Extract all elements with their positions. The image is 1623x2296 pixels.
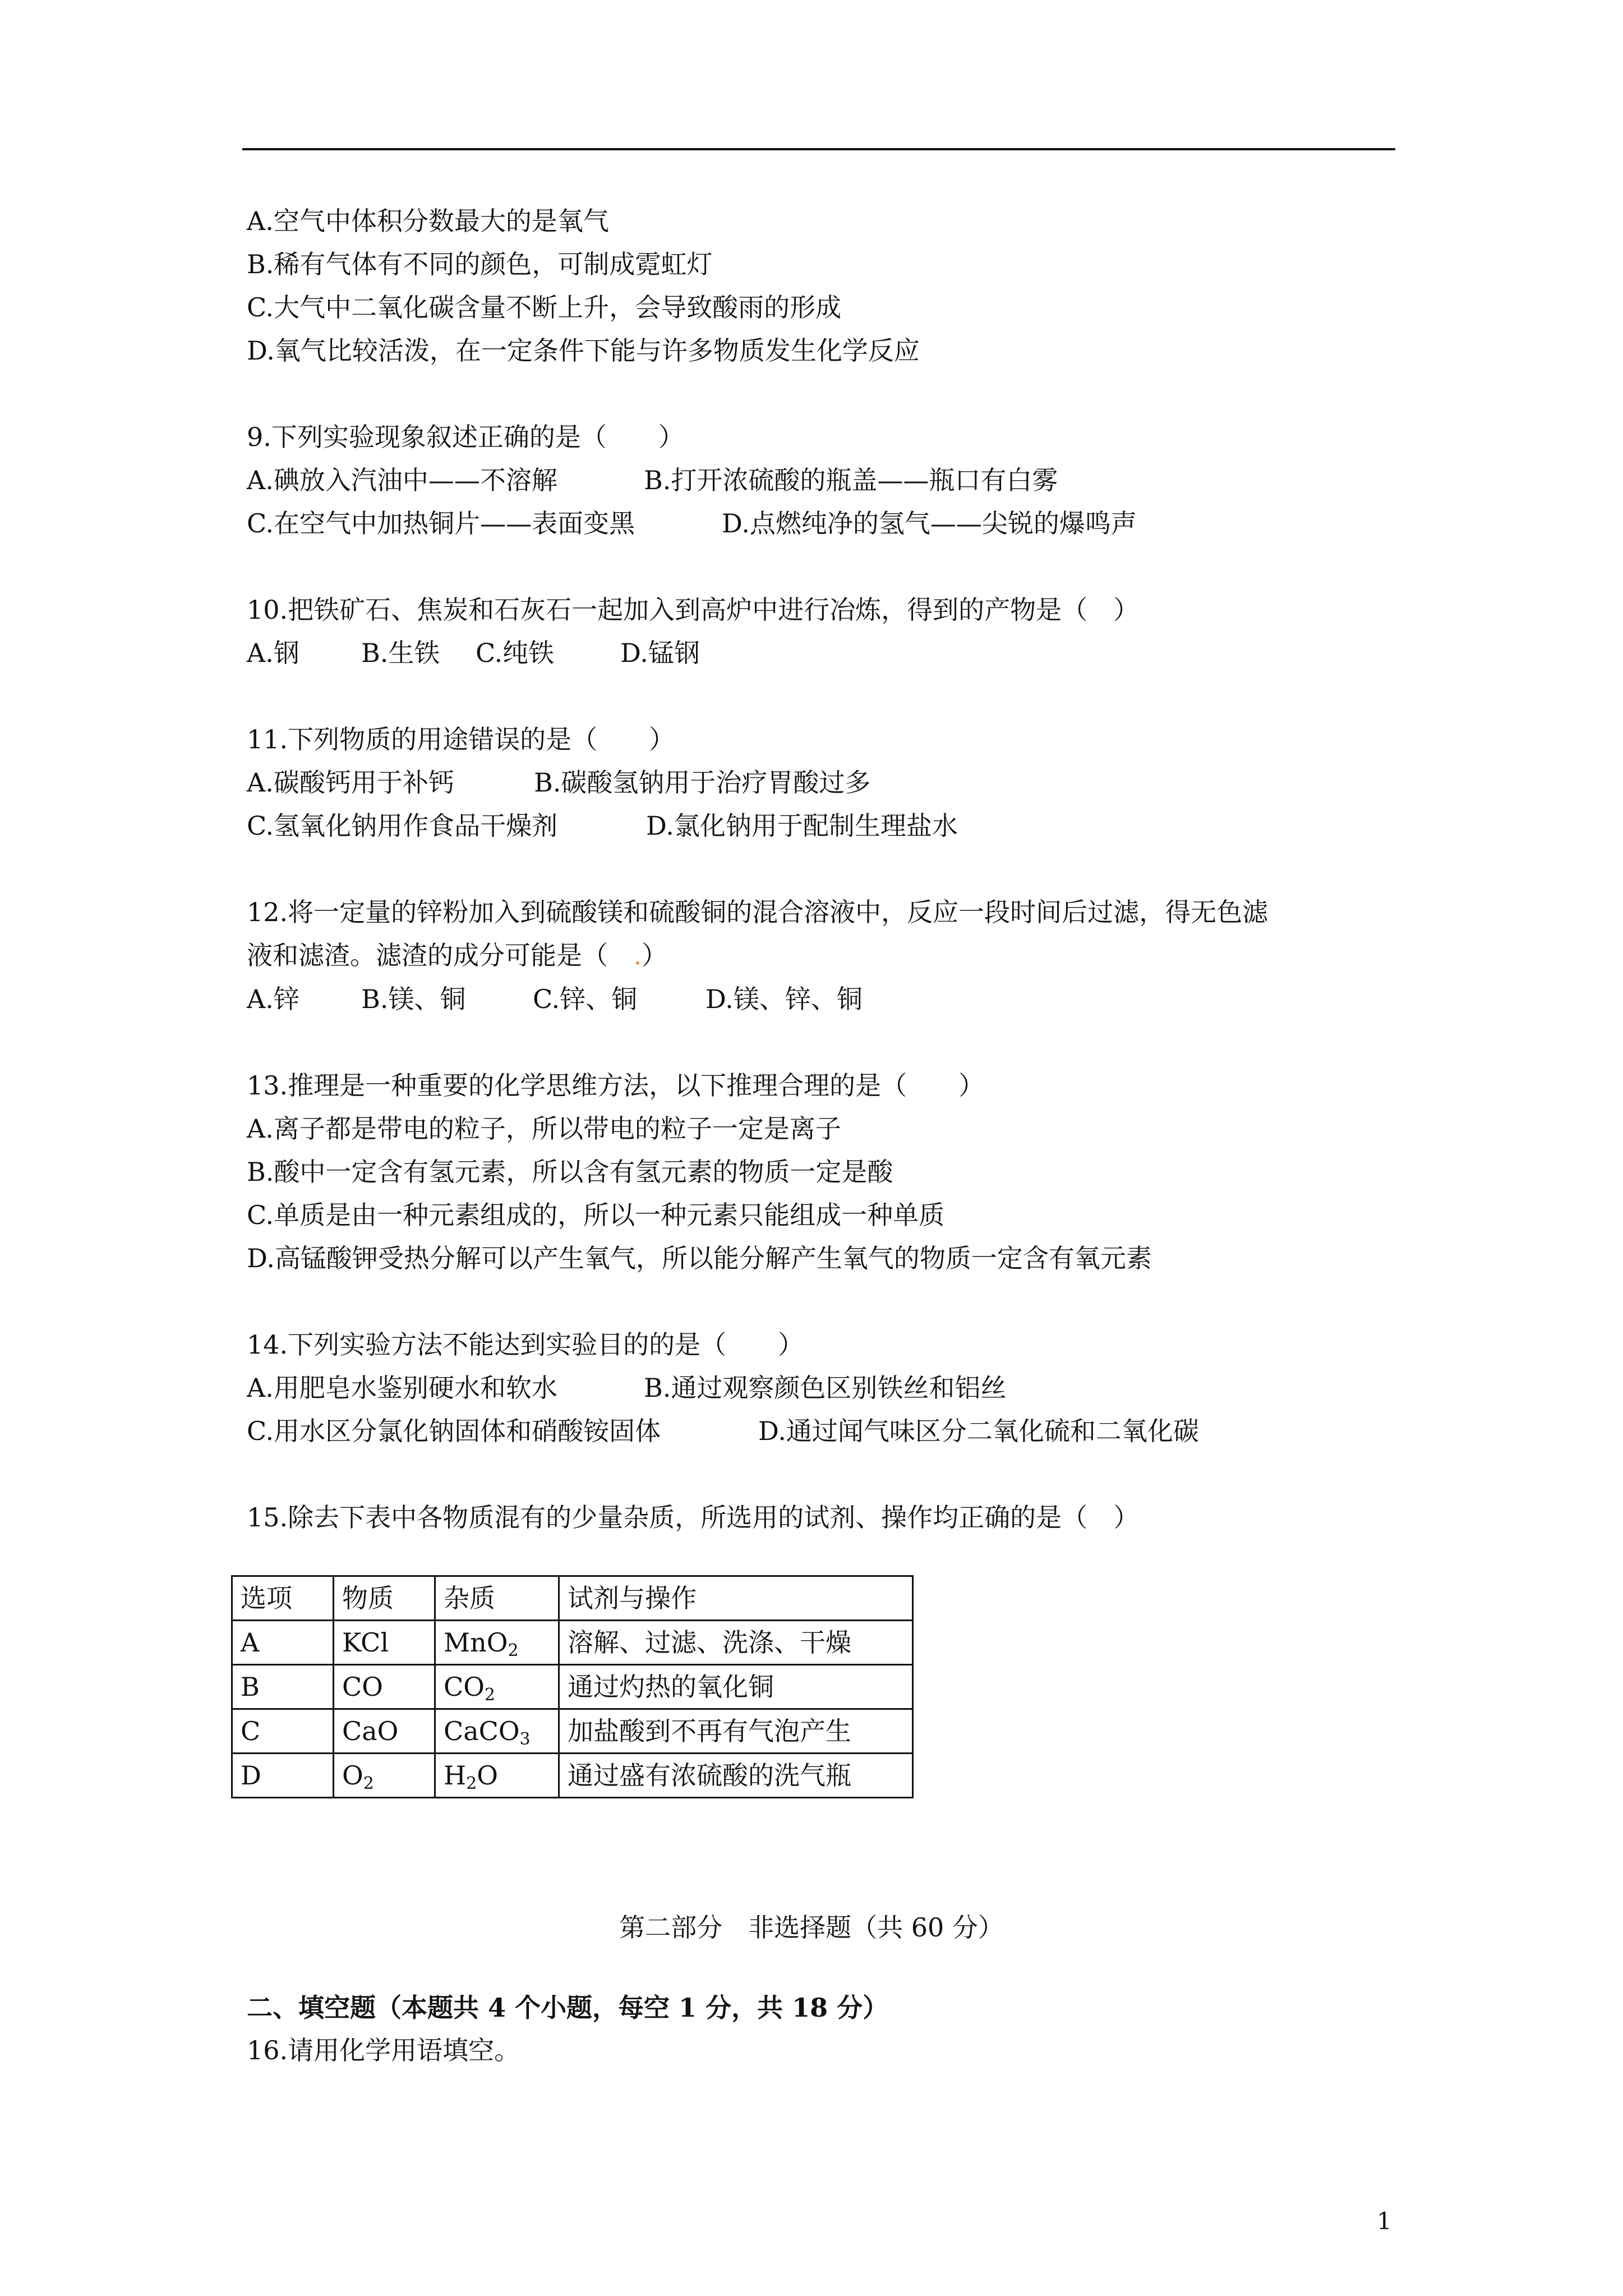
formula-tail: O — [477, 1760, 498, 1791]
formula-base: CaCO — [444, 1716, 520, 1746]
table-cell-impurity — [435, 1621, 559, 1665]
q11-option-c: C.氢氧化钠用作食品干燥剂 — [247, 811, 558, 841]
q9-option-b: B.打开浓硫酸的瓶盖——瓶口有白雾 — [644, 465, 1058, 495]
formula-base: MnO — [444, 1627, 508, 1658]
formula-base: CO — [444, 1672, 485, 1702]
formula-subscript: 3 — [519, 1729, 531, 1749]
q9-options-row1 — [247, 459, 1396, 502]
q12-stem-line1: 12.将一定量的锌粉加入到硫酸镁和硫酸铜的混合溶液中，反应一段时间后过滤，得无色滤 — [247, 897, 1269, 927]
question-15 — [241, 1496, 1396, 1798]
q13-stem: 13.推理是一种重要的化学思维方法，以下推理合理的是（ ） — [247, 1070, 985, 1101]
q13-option-b: B.酸中一定含有氢元素，所以含有氢元素的物质一定是酸 — [247, 1157, 893, 1187]
table-header-cell: 试剂与操作 — [559, 1576, 913, 1621]
table-header-row — [232, 1576, 913, 1621]
table-row — [232, 1709, 913, 1754]
q9-option-c: C.在空气中加热铜片——表面变黑 — [247, 508, 635, 539]
table-header-cell: 杂质 — [435, 1576, 559, 1621]
formula-base: H — [444, 1760, 467, 1791]
table-row — [232, 1665, 913, 1709]
q9-option-a: A.碘放入汽油中——不溶解 — [247, 465, 557, 495]
q12-stem-line2-text: 液和滤渣。滤渣的成分可能是（ — [247, 940, 634, 970]
q15-options-table — [231, 1575, 914, 1798]
q12-option-a: A.锌 — [247, 984, 299, 1014]
q13-option-a: A.离子都是带电的粒子，所以带电的粒子一定是离子 — [247, 1114, 841, 1144]
q12-options — [247, 978, 1396, 1021]
q14-option-c: C.用水区分氯化钠固体和硝酸铵固体 — [247, 1416, 661, 1446]
q10-option-d: D.锰钢 — [620, 638, 700, 668]
q12-stem-line2-close: ） — [642, 940, 667, 970]
question-8-options — [247, 200, 1396, 372]
q13-option-d: D.高锰酸钾受热分解可以产生氧气，所以能分解产生氧气的物质一定含有氧元素 — [247, 1243, 1152, 1273]
q14-options-row2 — [247, 1410, 1396, 1453]
q11-stem: 11.下列物质的用途错误的是（ ） — [247, 724, 675, 754]
table-cell-option: C — [232, 1709, 334, 1754]
table-cell-option: D — [232, 1754, 334, 1798]
formula-base: O — [342, 1760, 363, 1791]
table-row — [232, 1621, 913, 1665]
table-cell-reagent: 加盐酸到不再有气泡产生 — [559, 1709, 913, 1754]
table-cell-substance — [334, 1754, 435, 1798]
question-content — [241, 200, 1396, 1798]
table-cell-reagent: 通过灼热的氧化铜 — [559, 1665, 913, 1709]
q12-option-c: C.锌、铜 — [533, 984, 638, 1014]
q10-stem: 10.把铁矿石、焦炭和石灰石一起加入到高炉中进行冶炼，得到的产物是（ ） — [247, 595, 1140, 625]
q9-option-d: D.点燃纯净的氢气——尖锐的爆鸣声 — [722, 508, 1137, 539]
q10-option-a: A.钢 — [247, 638, 299, 668]
q13-option-c: C.单质是由一种元素组成的，所以一种元素只能组成一种单质 — [247, 1200, 945, 1230]
q12-option-d: D.镁、锌、铜 — [706, 984, 863, 1014]
table-cell-substance: KCl — [334, 1621, 435, 1665]
table-cell-reagent: 溶解、过滤、洗涤、干燥 — [559, 1621, 913, 1665]
q10-option-b: B.生铁 — [361, 638, 440, 668]
q15-stem: 15.除去下表中各物质混有的少量杂质，所选用的试剂、操作均正确的是（ ） — [247, 1502, 1140, 1533]
question-14 — [247, 1323, 1396, 1453]
table-cell-substance: CaO — [334, 1709, 435, 1754]
q8-option-b: B.稀有气体有不同的颜色，可制成霓虹灯 — [247, 249, 713, 279]
q8-option-c: C.大气中二氧化碳含量不断上升，会导致酸雨的形成 — [247, 292, 842, 323]
table-cell-option: A — [232, 1621, 334, 1665]
table-header-cell: 选项 — [232, 1576, 334, 1621]
q11-option-b: B.碳酸氢钠用于治疗胃酸过多 — [534, 767, 871, 798]
q14-stem: 14.下列实验方法不能达到实验目的的是（ ） — [247, 1329, 804, 1360]
q9-stem: 9.下列实验现象叙述正确的是（ ） — [247, 422, 684, 452]
formula-subscript: 2 — [484, 1685, 496, 1705]
q14-option-a: A.用肥皂水鉴别硬水和软水 — [247, 1373, 557, 1403]
section-title: 第二部分 非选择题（共 60 分） — [619, 1912, 1004, 1943]
formula-subscript: 2 — [363, 1774, 374, 1793]
table-cell-impurity — [435, 1665, 559, 1709]
q8-option-a: A.空气中体积分数最大的是氧气 — [247, 206, 609, 236]
table-cell-impurity — [435, 1709, 559, 1754]
question-11 — [247, 718, 1396, 848]
table-cell-option: B — [232, 1665, 334, 1709]
q12-option-b: B.镁、铜 — [361, 984, 466, 1014]
table-cell-impurity — [435, 1754, 559, 1798]
table-header-cell: 物质 — [334, 1576, 435, 1621]
question-12 — [247, 891, 1396, 1021]
q11-options-row2 — [247, 804, 1396, 848]
q14-option-d: D.通过闻气味区分二氧化硫和二氧化碳 — [758, 1416, 1199, 1446]
q9-options-row2 — [247, 502, 1396, 545]
q8-option-d: D.氧气比较活泼，在一定条件下能与许多物质发生化学反应 — [247, 335, 920, 366]
question-10 — [247, 588, 1396, 675]
q11-option-d: D.氯化钠用于配制生理盐水 — [646, 811, 958, 841]
q14-option-b: B.通过观察颜色区别铁丝和铝丝 — [644, 1373, 1007, 1403]
mark-dot: . — [634, 942, 642, 970]
page-number: 1 — [1377, 2207, 1392, 2235]
q14-options-row1 — [247, 1366, 1396, 1410]
q11-options-row1 — [247, 761, 1396, 804]
formula-subscript: 2 — [466, 1774, 477, 1793]
table-row — [232, 1754, 913, 1798]
header-rule — [242, 148, 1395, 150]
formula-subscript: 2 — [508, 1641, 519, 1660]
question-13 — [247, 1064, 1396, 1280]
q10-option-c: C.纯铁 — [476, 638, 555, 668]
question-9 — [247, 416, 1396, 545]
q12-stem-line2 — [247, 934, 1396, 978]
q16-stem: 16.请用化学用语填空。 — [247, 2035, 520, 2065]
fill-blank-heading: 二、填空题（本题共 4 个小题，每空 1 分，共 18 分） — [247, 1993, 889, 2023]
q11-option-a: A.碳酸钙用于补钙 — [247, 767, 454, 798]
table-cell-reagent: 通过盛有浓硫酸的洗气瓶 — [559, 1754, 913, 1798]
table-cell-substance: CO — [334, 1665, 435, 1709]
q10-options — [247, 632, 1396, 675]
